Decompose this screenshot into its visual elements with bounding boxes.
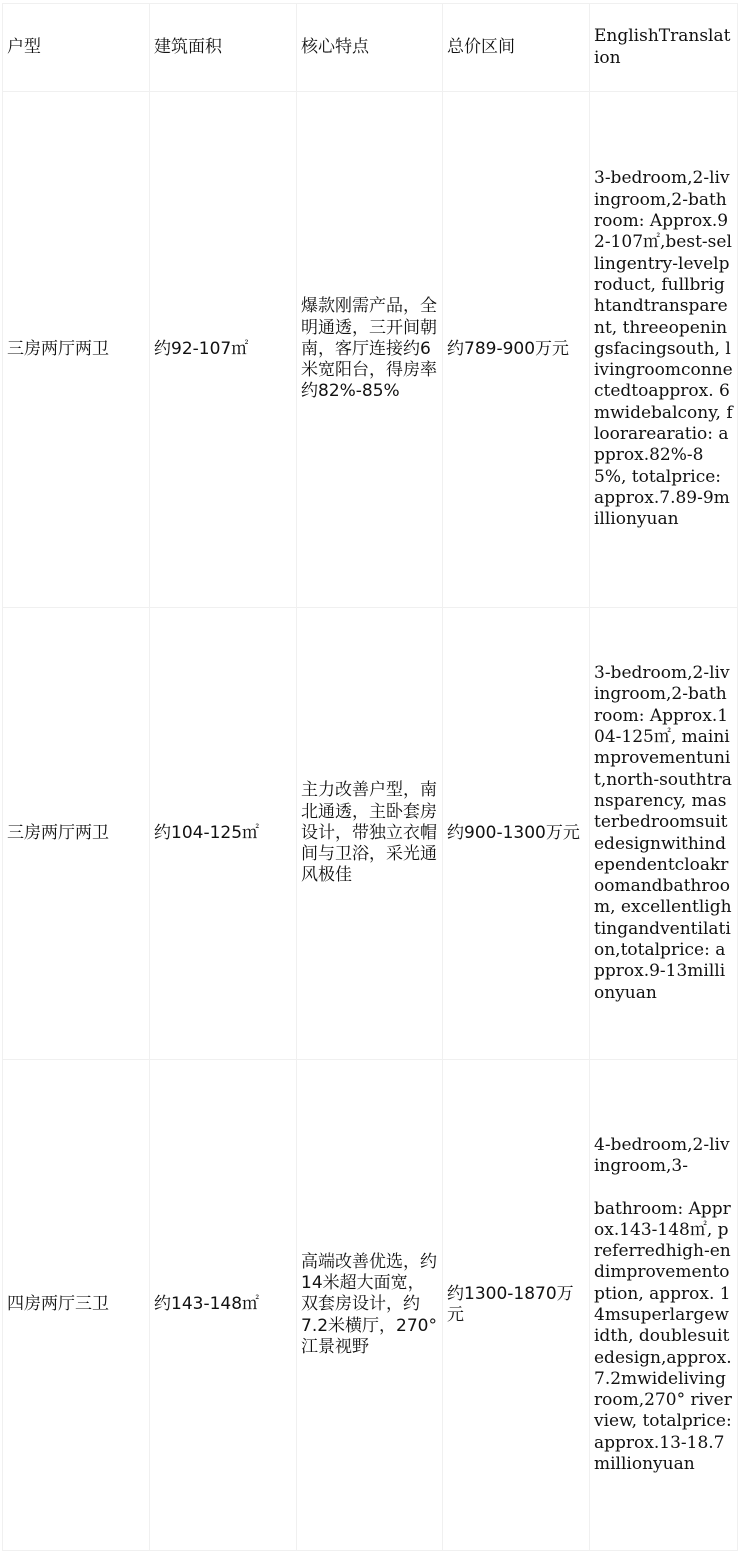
cell-layout: 三房两厅两卫	[3, 608, 150, 1060]
cell-features: 主力改善户型，南北通透，主卧套房设计，带独立衣帽间与卫浴，采光通风极佳	[297, 608, 443, 1060]
table-row	[3, 92, 738, 608]
cell-features: 爆款刚需产品，全明通透，三开间朝南，客厅连接约6米宽阳台，得房率约82%-85%	[297, 92, 443, 608]
cell-area: 约104-125㎡	[150, 608, 297, 1060]
cell-area: 约143-148㎡	[150, 1060, 297, 1551]
cell-price: 约789-900万元	[443, 92, 590, 608]
cell-layout: 四房两厅三卫	[3, 1060, 150, 1551]
cell-english: 4-bedroom,2-livingroom,3- bathroom: Approx.143-148㎡, preferredhigh-endimprovementoption, approx. 14msuperlargewidth, doublesuitedesign,approx.7.2mwidelivingroom,270° riverview, totalprice: approx.13-18.7 millionyuan	[590, 1060, 738, 1551]
table-row	[3, 608, 738, 1060]
cell-price: 约1300-1870万元	[443, 1060, 590, 1551]
cell-english: 3-bedroom,2-livingroom,2-bathroom: Approx.104-125㎡, mainimprovementunit,north-southtransparency, masterbedroomsuitedesignwithindependentcloakroomandbathroom, excellentlightingandventilation,totalprice: approx.9-13millionyuan	[590, 608, 738, 1060]
cell-area: 约92-107㎡	[150, 92, 297, 608]
cell-price: 约900-1300万元	[443, 608, 590, 1060]
header-english: EnglishTranslation	[590, 4, 738, 92]
table-header-row	[3, 4, 738, 92]
cell-features: 高端改善优选，约14米超大面宽，双套房设计，约7.2米横厅，270°江景视野	[297, 1060, 443, 1551]
table-row	[3, 1060, 738, 1551]
header-area: 建筑面积	[150, 4, 297, 92]
unit-types-table	[2, 3, 738, 1551]
cell-layout: 三房两厅两卫	[3, 92, 150, 608]
header-layout: 户型	[3, 4, 150, 92]
cell-english: 3-bedroom,2-livingroom,2-bathroom: Approx.92-107㎡,best-sellingentry-levelproduct, fullbrightandtransparent, threeopeningsfacingsouth, livingroomconnectedtoapprox. 6mwidebalcony, floorarearatio: approx.82%-85%, totalprice: approx.7.89-9millionyuan	[590, 92, 738, 608]
header-features: 核心特点	[297, 4, 443, 92]
header-price: 总价区间	[443, 4, 590, 92]
